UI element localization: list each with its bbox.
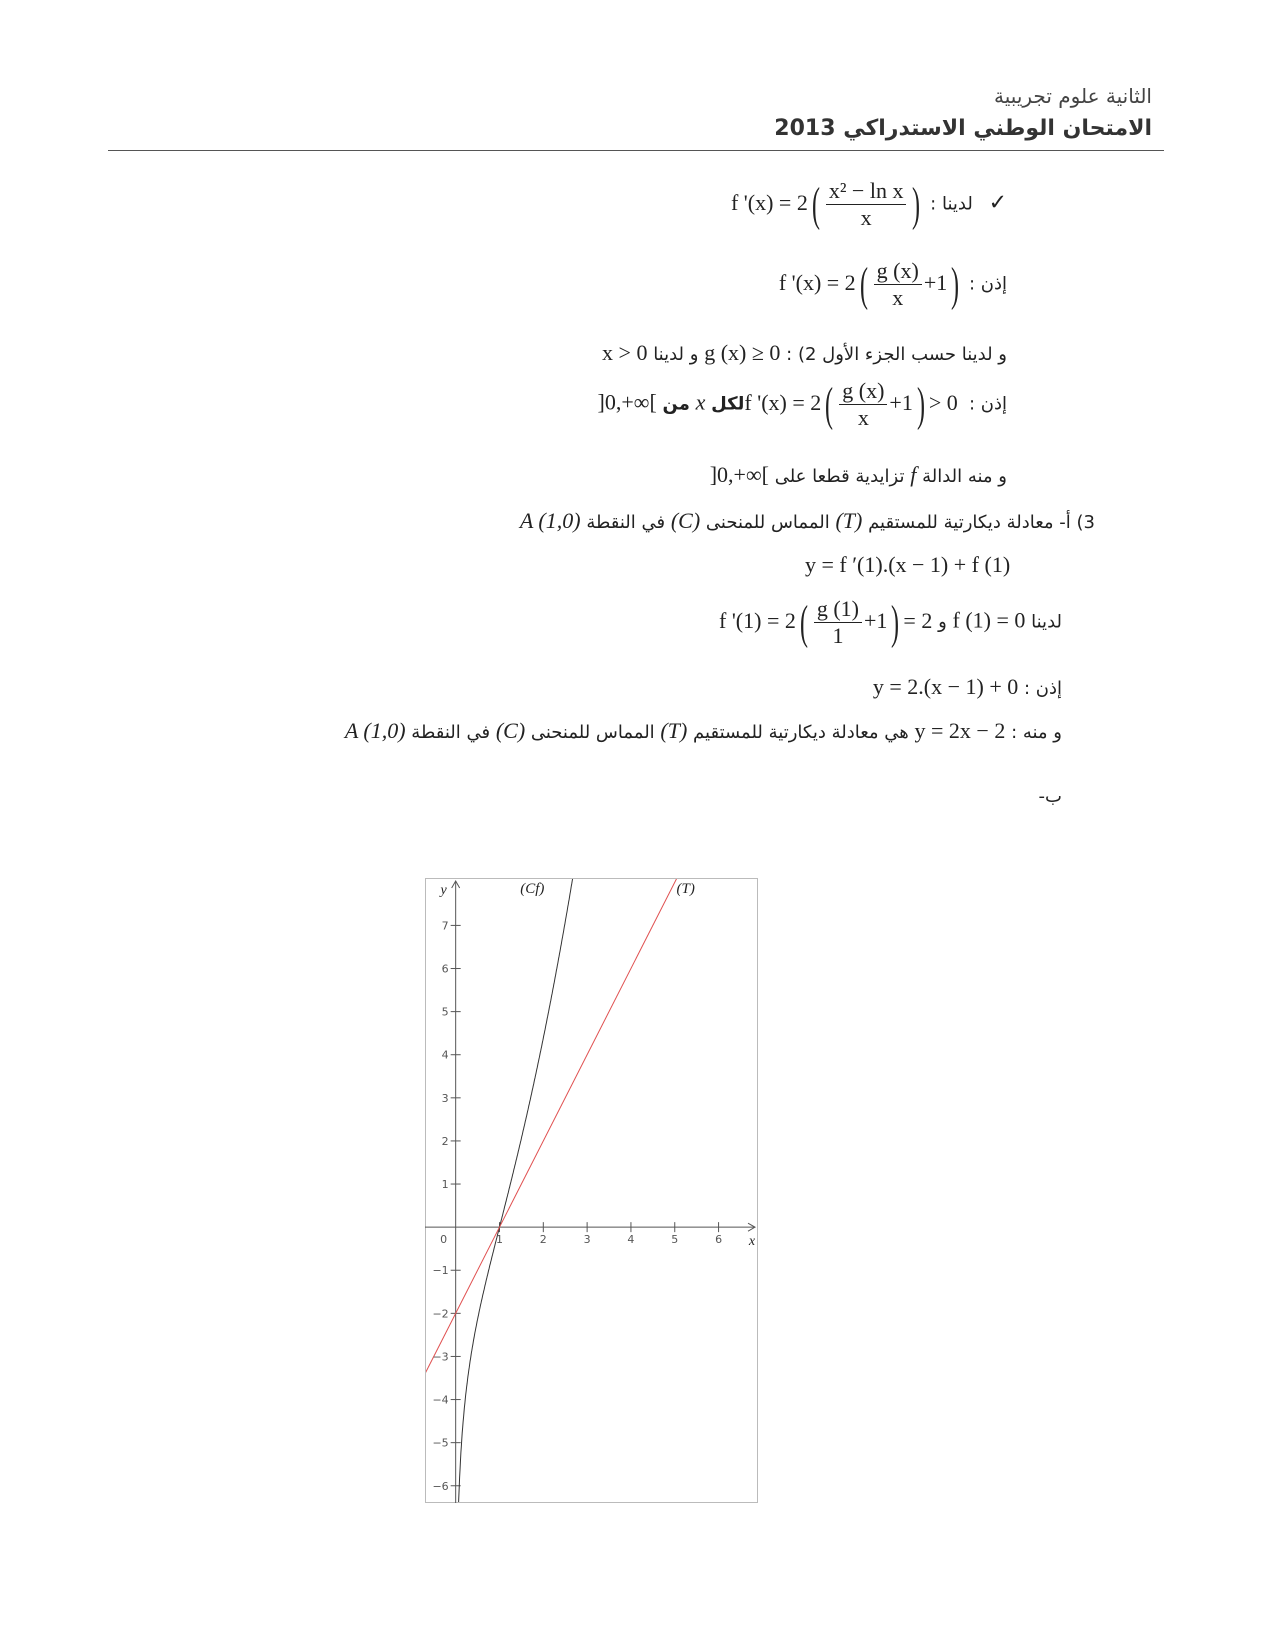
x-tick-label: 6: [715, 1233, 723, 1247]
line-6: 3) أ- معادلة ديكارتية للمستقيم (T) المماس للمنحنى (C) في النقطة A (1,0): [519, 508, 1095, 533]
x-tick-label: 1: [495, 1233, 503, 1247]
legend-cf: (Cf): [520, 881, 545, 898]
formula-fprime-1: f '(x) = 2( $\frac{\text{x² − ln x}}{x}$ ): [730, 177, 921, 231]
x-tick-label: 4: [627, 1233, 635, 1247]
line-9: إذن : y = 2.(x − 1) + 0: [872, 674, 1062, 699]
line-1: [731, 178, 1007, 231]
label-idhan: إذن :: [968, 273, 1007, 295]
y-axis-label: y: [440, 883, 447, 898]
legend-t: (T): [676, 881, 695, 898]
formula-tangent-general: y = f ′(1).(x − 1) + f (1): [805, 552, 1011, 577]
line-5: و منه الدالة f تزايدية قطعا على ]0,+∞[: [709, 462, 1007, 487]
x-axis-label: x: [748, 1234, 756, 1250]
header-subtitle: الثانية علوم تجريبية: [994, 84, 1152, 108]
line-7: [805, 552, 1010, 578]
y-tick-label: −5: [432, 1436, 449, 1450]
y-tick-label: 6: [441, 962, 449, 976]
line-3: و لدينا حسب الجزء الأول 2) : g (x) ≥ 0 و لدينا x > 0: [602, 340, 1007, 365]
line-11: ب-: [1038, 786, 1062, 807]
x-tick-label: 5: [671, 1233, 679, 1247]
header-rule: [108, 150, 1164, 151]
item-number: 3): [1076, 512, 1095, 533]
line-4: إذن : f '(x) = 2( $\frac{g (x)}{x}$ +1) > 0 لكل x من ]0,+∞[: [597, 377, 1007, 431]
y-tick-label: 3: [441, 1091, 449, 1105]
formula-fprime-2: f '(x) = 2( $\frac{g (x)}{x}$ +1): [778, 257, 960, 311]
line-10: و منه : y = 2x − 2 هي معادلة ديكارتية للمستقيم (T) المماس للمنحنى (C) في النقطة A (1,0): [344, 718, 1062, 743]
formula-tangent-final: y = 2x − 2: [914, 718, 1006, 743]
y-tick-label: −6: [432, 1479, 449, 1493]
graph-frame: [426, 879, 758, 1503]
origin-label: 0: [440, 1233, 448, 1247]
x-tick-label: 3: [583, 1233, 591, 1247]
y-tick-label: 2: [441, 1134, 449, 1148]
y-tick-label: −2: [432, 1307, 449, 1321]
function-graph: [425, 878, 758, 1503]
check-icon: ✓: [988, 190, 1007, 216]
formula-x-positive: x > 0: [602, 340, 648, 365]
formula-fprime-at-1: f '(1) = 2( $\frac{g (1)}{1}$ +1) = 2: [719, 595, 933, 649]
y-tick-label: 7: [441, 919, 449, 933]
y-tick-label: 1: [441, 1178, 449, 1192]
x-tick-label: 2: [539, 1233, 547, 1247]
header-title: الامتحان الوطني الاستدراكي 2013: [774, 116, 1152, 141]
line-8: لدينا f (1) = 0 و f '(1) = 2( $\frac{g (1)}{1}$ +1) = 2: [719, 595, 1062, 649]
label-ladayna: لدينا :: [930, 193, 973, 215]
y-tick-label: 4: [441, 1048, 449, 1062]
formula-fprime-positive: f '(x) = 2( $\frac{g (x)}{x}$ +1) > 0: [744, 377, 958, 431]
formula-g-positive: g (x) ≥ 0: [704, 340, 781, 365]
y-tick-label: −1: [432, 1264, 449, 1278]
line-2: [779, 258, 1007, 311]
y-tick-label: 5: [441, 1005, 449, 1019]
y-tick-label: −3: [432, 1350, 449, 1364]
y-tick-label: −4: [432, 1393, 449, 1407]
